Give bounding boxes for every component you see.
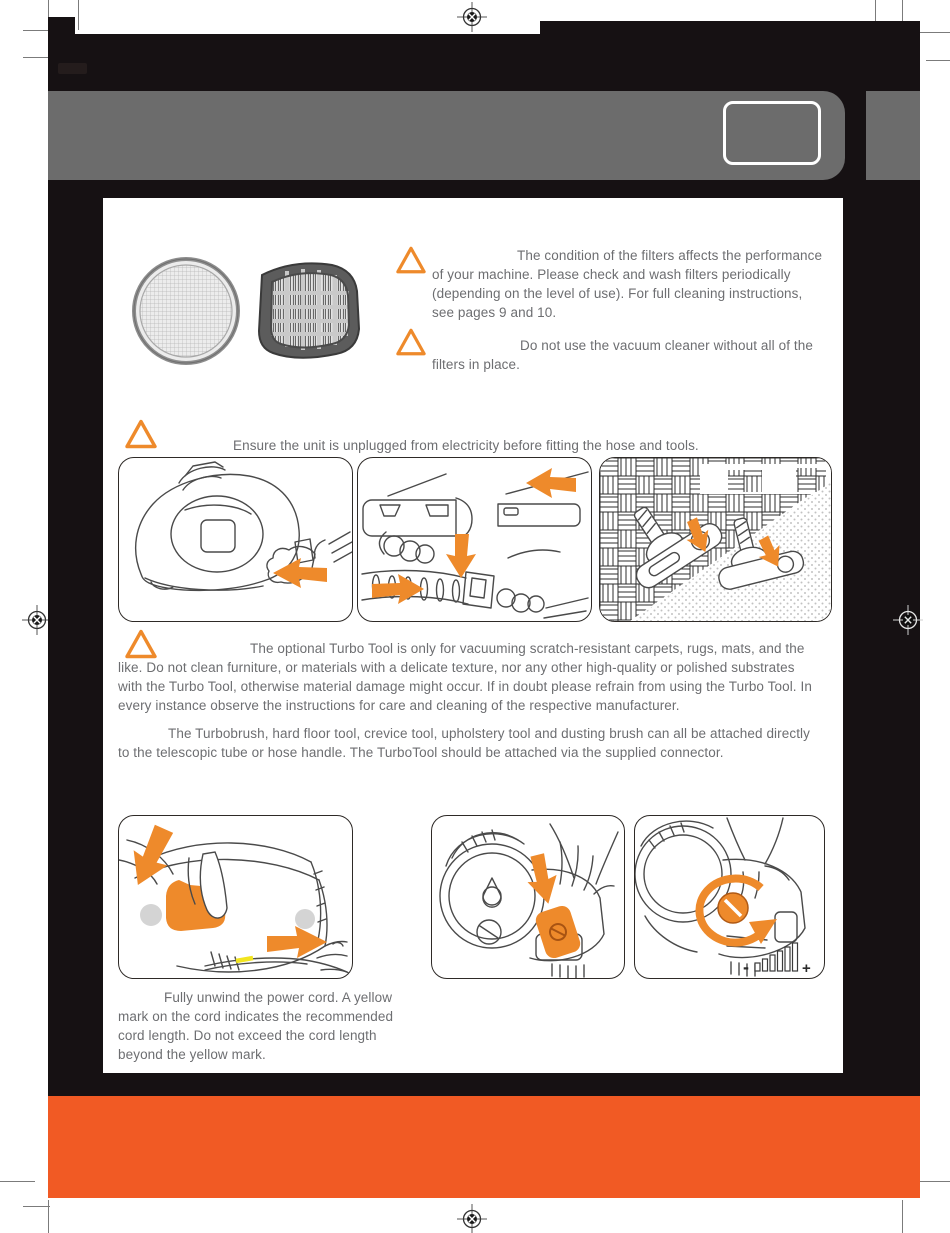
hose-attach-drawing <box>119 458 352 621</box>
arrow-left-icon <box>526 468 576 498</box>
arrow-left-icon <box>273 558 327 588</box>
page-black-field-step <box>540 21 920 37</box>
cord-unwind-drawing <box>119 816 352 978</box>
warning-unplug-text: Ensure the unit is unplugged from electricity before fitting the hose and tools. <box>233 438 699 453</box>
cord-yellow-mark <box>236 958 253 961</box>
header-gray-tab <box>866 91 920 180</box>
page-black-field-notch <box>48 17 75 37</box>
arrow-down-icon <box>121 821 180 893</box>
power-cord-caption: Fully unwind the power cord. A yellow mark on the cord indicates the recommended cord length. Do not exceed the cord length beyond the yellow mark. <box>118 990 394 1062</box>
registration-mark-icon <box>457 1204 487 1233</box>
warning-turbo-tool-text: The optional Turbo Tool is only for vacuuming scratch-resistant carpets, rugs, mats, and the like. Do not clean furniture, or materials with a delicate texture, nor any other high-quality or polished substrates with the Turbo Tool, otherwise material damage might occur. If in doubt please refrain from using the Turbo Tool. In every instance observe the instructions for care and cleaning of the respective manufacturer. <box>118 641 812 713</box>
figure-hose-attach <box>118 457 353 622</box>
arrow-down-icon <box>446 534 476 578</box>
figure-power-dial <box>634 815 825 979</box>
warning-triangle-icon <box>396 328 426 356</box>
figure-floor-tool <box>599 457 832 622</box>
tools-attachment-text: The Turbobrush, hard floor tool, crevice tool, upholstery tool and dusting brush can all be attached directly to the telescopic tube or hose handle. The TurboTool should be attached via the supplied connector. <box>118 726 811 760</box>
power-min-label: - <box>743 957 749 977</box>
crop-mark <box>78 0 79 30</box>
registration-mark-icon <box>457 2 487 32</box>
crop-mark <box>48 1200 49 1233</box>
figure-cord-unwind <box>118 815 353 979</box>
header-faint-label <box>58 63 87 74</box>
figure-pleated-filter <box>252 255 364 365</box>
warning-triangle-icon <box>125 419 157 449</box>
crop-mark <box>926 60 950 61</box>
crop-mark <box>23 57 50 58</box>
press-button-drawing <box>432 816 624 978</box>
footer-orange-band <box>48 1096 920 1198</box>
arrow-down-icon <box>522 852 563 908</box>
warning-filters-in-place-text: Do not use the vacuum cleaner without all of the filters in place. <box>432 338 813 372</box>
crop-mark <box>902 1200 903 1233</box>
crop-mark <box>23 1206 50 1207</box>
tube-assembly-drawing <box>358 458 591 621</box>
floor-tool-drawing <box>600 458 831 621</box>
crop-mark <box>23 30 50 31</box>
figure-tube-assembly <box>357 457 592 622</box>
figure-round-filter <box>130 255 242 367</box>
arrow-right-icon <box>372 574 424 604</box>
crop-mark <box>0 1181 35 1182</box>
arrow-right-icon <box>267 926 327 958</box>
warning-triangle-icon <box>396 246 426 274</box>
power-dial-drawing <box>635 816 824 978</box>
crop-mark <box>915 1181 950 1182</box>
power-gauge <box>743 943 811 977</box>
figure-press-button <box>431 815 625 979</box>
power-max-label: + <box>802 960 811 977</box>
page-number-box <box>723 101 821 165</box>
registration-mark-icon <box>893 605 923 635</box>
warning-filter-condition-text: The condition of the filters affects the performance of your machine. Please check and wash filters periodically (depending on the level of use). For full cleaning instructions, see pages 9 and 10. <box>432 248 823 320</box>
